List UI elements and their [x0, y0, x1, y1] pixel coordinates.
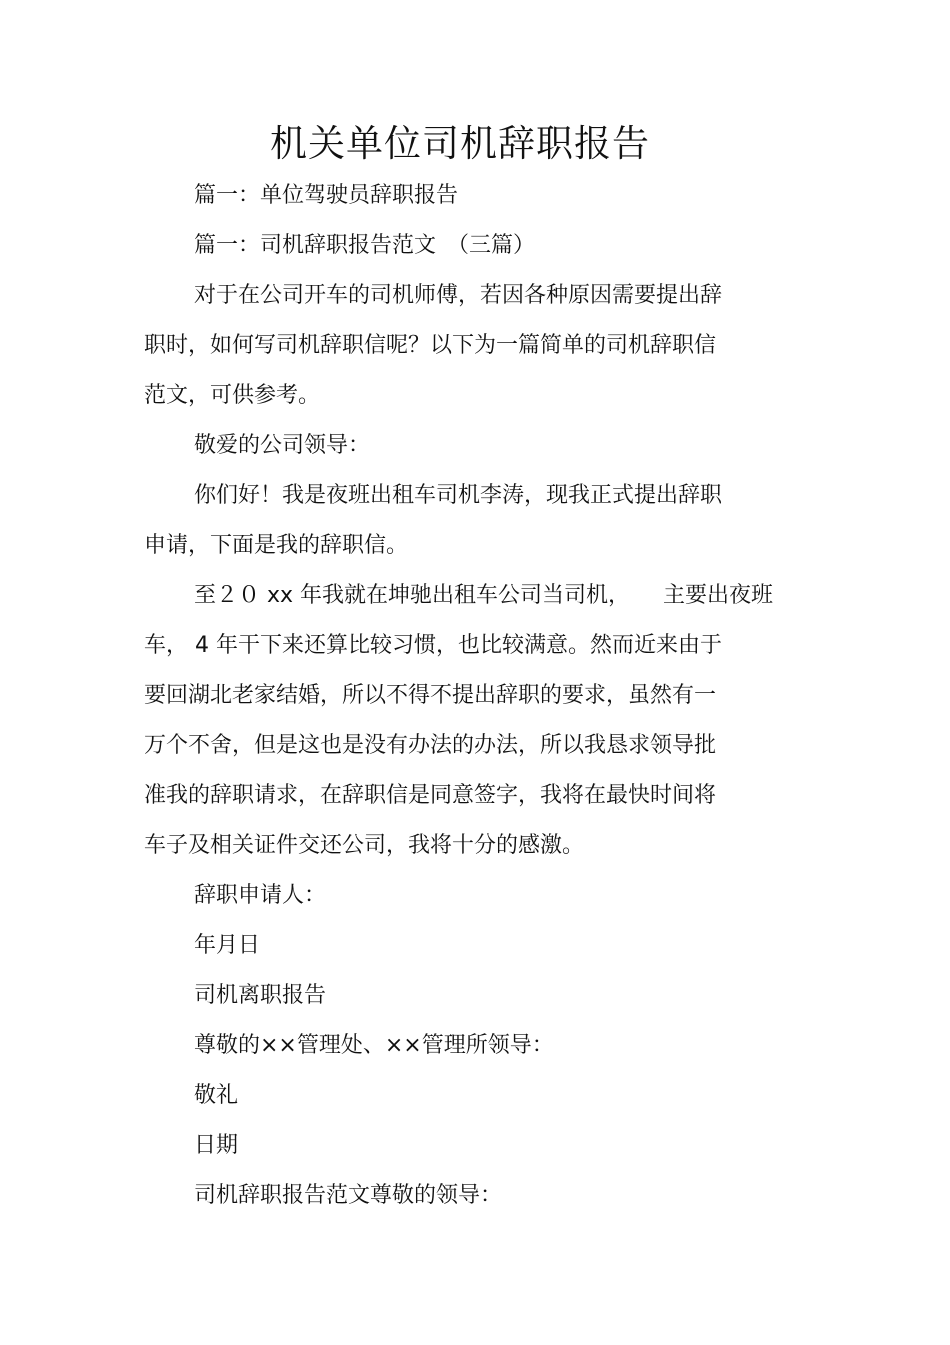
document-line: 万个不舍，但是这也是没有办法的办法，所以我恳求领导批 — [144, 733, 717, 758]
document-line: 要回湖北老家结婚，所以不得不提出辞职的要求，虽然有一 — [144, 683, 717, 708]
document-body — [144, 171, 824, 1221]
document-title: 机关单位司机辞职报告 — [270, 122, 650, 165]
document-line: 司机离职报告 — [194, 983, 327, 1008]
document-line: 篇一：单位驾驶员辞职报告 — [194, 183, 459, 208]
document-line: 你们好！我是夜班出租车司机李涛，现我正式提出辞职 — [194, 483, 723, 508]
document-line: 车， 4 年干下来还算比较习惯，也比较满意。然而近来由于 — [144, 633, 722, 658]
document-line: 司机辞职报告范文尊敬的领导： — [194, 1183, 503, 1208]
document-line: 尊敬的××管理处、××管理所领导： — [194, 1033, 554, 1058]
document-line: 日期 — [194, 1133, 239, 1158]
document-line: 范文，可供参考。 — [144, 383, 321, 408]
document-line: 准我的辞职请求，在辞职信是同意签字，我将在最快时间将 — [144, 783, 717, 808]
document-line: 年月日 — [194, 933, 261, 958]
document-line: 篇一：司机辞职报告范文 （三篇） — [194, 233, 536, 258]
document-line: 申请，下面是我的辞职信。 — [144, 533, 409, 558]
document-line: 敬爱的公司领导： — [194, 433, 371, 458]
document-line: 职时，如何写司机辞职信呢？以下为一篇简单的司机辞职信 — [144, 333, 717, 358]
document-line: 敬礼 — [194, 1083, 239, 1108]
document-line: 对于在公司开车的司机师傅，若因各种原因需要提出辞 — [194, 283, 723, 308]
document-line: 至２０ xx 年我就在坤驰出租车公司当司机， 主要出夜班 — [194, 583, 774, 608]
document-line: 辞职申请人： — [194, 883, 327, 908]
document-line: 车子及相关证件交还公司，我将十分的感激。 — [144, 833, 585, 858]
